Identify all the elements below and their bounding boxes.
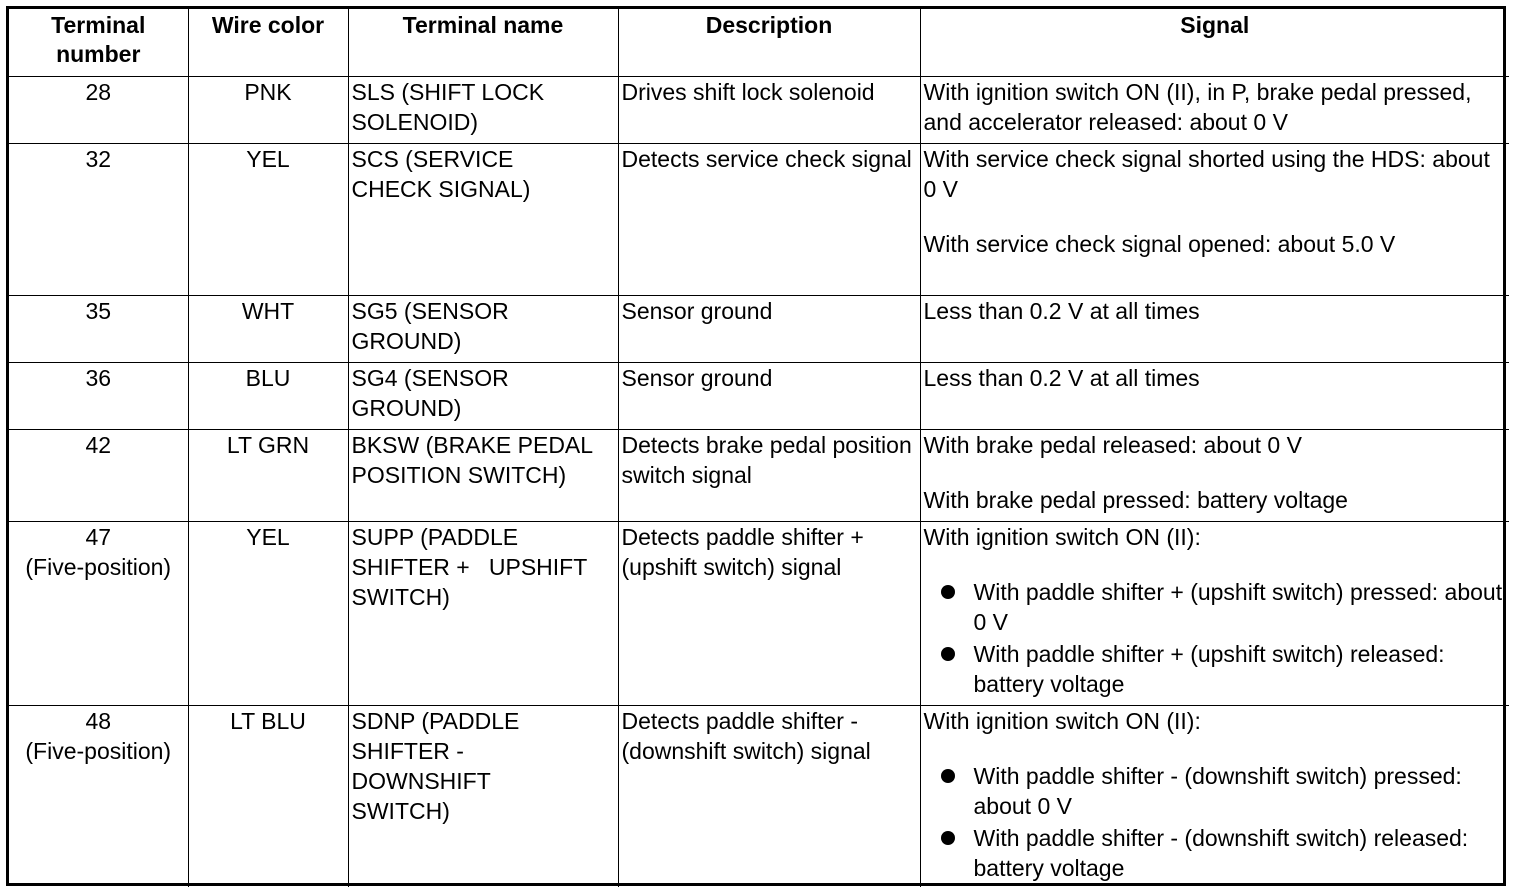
terminal-number: 32: [85, 145, 112, 172]
terminal-number: 48: [85, 707, 112, 734]
wire-color: LT BLU: [230, 707, 306, 734]
description-text: Drives shift lock solenoid: [621, 78, 875, 105]
table-row: [9, 521, 1509, 705]
terminal-name-line: DOWNSHIFT: [351, 767, 491, 794]
bullet-dot-icon: [941, 647, 955, 661]
signal-bullet-item: [924, 761, 1507, 821]
terminal-number: 36: [85, 364, 112, 391]
wire-color-cell: [188, 143, 348, 295]
signal-intro: With ignition switch ON (II):: [923, 707, 1201, 734]
description-cell: [618, 76, 920, 143]
terminal-number: 35: [85, 297, 112, 324]
header-signal: Signal: [920, 9, 1509, 76]
table-row: [9, 295, 1509, 362]
terminal-number-cell: [9, 362, 188, 429]
terminal-name-line: SHIFTER + UPSHIFT: [351, 553, 588, 580]
wire-color-cell: [188, 295, 348, 362]
header-terminal-number: Terminal number: [9, 9, 188, 76]
wire-color-cell: [188, 362, 348, 429]
description-cell: [618, 362, 920, 429]
signal-paragraph: With brake pedal released: about 0 V: [923, 431, 1302, 458]
wire-color-cell: [188, 705, 348, 887]
bullet-dot-icon: [941, 585, 955, 599]
terminal-name-line: CHECK SIGNAL): [351, 175, 531, 202]
bullet-dot-icon: [941, 831, 955, 845]
description-cell: [618, 143, 920, 295]
description-cell: [618, 705, 920, 887]
terminal-table: [9, 9, 1509, 887]
terminal-number-cell: [9, 705, 188, 887]
signal-paragraph: Less than 0.2 V at all times: [923, 364, 1200, 391]
signal-cell: [920, 429, 1509, 521]
signal-cell: [920, 705, 1509, 887]
table-row: [9, 705, 1509, 887]
terminal-number-cell: [9, 143, 188, 295]
description-text: Detects service check signal: [621, 145, 912, 172]
signal-bullet-text: With paddle shifter + (upshift switch) pressed: about 0 V: [973, 578, 1503, 635]
terminal-number-note: (Five-position): [25, 553, 172, 580]
header-row: [9, 9, 1509, 76]
header-description: Description: [618, 9, 920, 76]
terminal-name-line: GROUND): [351, 394, 462, 421]
signal-bullet-item: [924, 639, 1507, 699]
signal-paragraph: With service check signal shorted using the HDS: about 0 V: [923, 145, 1490, 202]
terminal-name-line: SLS (SHIFT LOCK: [351, 78, 545, 105]
wire-color: PNK: [244, 78, 292, 105]
bullet-dot-icon: [941, 769, 955, 783]
description-text: Sensor ground: [621, 364, 773, 391]
signal-paragraph: With brake pedal pressed: battery voltage: [923, 486, 1348, 513]
signal-cell: [920, 295, 1509, 362]
signal-cell: [920, 76, 1509, 143]
signal-paragraph: With ignition switch ON (II), in P, brake pedal pressed, and accelerator released: about 0 V: [923, 78, 1472, 135]
table-row: [9, 143, 1509, 295]
terminal-name-line: SCS (SERVICE: [351, 145, 514, 172]
wire-color-cell: [188, 76, 348, 143]
wire-color: WHT: [241, 297, 295, 324]
description-text: Detects brake pedal position switch signal: [621, 431, 912, 488]
terminal-name-line: BKSW (BRAKE PEDAL: [351, 431, 594, 458]
signal-bullet-list: [924, 761, 1507, 883]
wire-color: YEL: [246, 523, 290, 550]
signal-cell: [920, 362, 1509, 429]
terminal-name-line: POSITION SWITCH): [351, 461, 567, 488]
terminal-name-cell: [348, 521, 618, 705]
description-cell: [618, 521, 920, 705]
wire-color-cell: [188, 521, 348, 705]
terminal-name-cell: [348, 143, 618, 295]
signal-bullet-text: With paddle shifter - (downshift switch) released: battery voltage: [973, 824, 1469, 881]
terminal-number-cell: [9, 295, 188, 362]
description-cell: [618, 429, 920, 521]
terminal-number-cell: [9, 429, 188, 521]
signal-bullet-item: [924, 823, 1507, 883]
terminal-name-cell: [348, 362, 618, 429]
terminal-name-line: SG5 (SENSOR: [351, 297, 509, 324]
description-text: Detects paddle shifter - (downshift switch) signal: [621, 707, 871, 764]
table-row: [9, 76, 1509, 143]
terminal-number: 42: [85, 431, 112, 458]
terminal-name-cell: [348, 429, 618, 521]
table-row: [9, 362, 1509, 429]
terminal-name-line: SG4 (SENSOR: [351, 364, 509, 391]
signal-bullet-item: [924, 577, 1507, 637]
terminal-name-line: SWITCH): [351, 797, 450, 824]
terminal-number: 28: [85, 78, 112, 105]
terminal-number: 47: [85, 523, 112, 550]
terminal-name-line: GROUND): [351, 327, 462, 354]
terminal-name-line: SOLENOID): [351, 108, 479, 135]
description-cell: [618, 295, 920, 362]
terminal-table-frame: [6, 6, 1506, 886]
signal-cell: [920, 521, 1509, 705]
terminal-name-line: SDNP (PADDLE: [351, 707, 520, 734]
wire-color: YEL: [246, 145, 290, 172]
signal-bullet-text: With paddle shifter - (downshift switch) pressed: about 0 V: [973, 762, 1462, 819]
terminal-name-line: SHIFTER -: [351, 737, 464, 764]
terminal-number-cell: [9, 521, 188, 705]
terminal-name-cell: [348, 76, 618, 143]
wire-color: BLU: [245, 364, 291, 391]
header-terminal-name: Terminal name: [348, 9, 618, 76]
description-text: Sensor ground: [621, 297, 773, 324]
wire-color: LT GRN: [226, 431, 310, 458]
signal-intro: With ignition switch ON (II):: [923, 523, 1201, 550]
header-wire-color: Wire color: [188, 9, 348, 76]
terminal-number-note: (Five-position): [25, 737, 172, 764]
terminal-name-cell: [348, 705, 618, 887]
signal-bullet-text: With paddle shifter + (upshift switch) released: battery voltage: [973, 640, 1445, 697]
wire-color-cell: [188, 429, 348, 521]
description-text: Detects paddle shifter + (upshift switch) signal: [621, 523, 864, 580]
signal-cell: [920, 143, 1509, 295]
table-body: [9, 76, 1509, 887]
terminal-name-cell: [348, 295, 618, 362]
terminal-name-line: SWITCH): [351, 583, 450, 610]
table-row: [9, 429, 1509, 521]
terminal-name-line: SUPP (PADDLE: [351, 523, 519, 550]
terminal-number-cell: [9, 76, 188, 143]
signal-paragraph: Less than 0.2 V at all times: [923, 297, 1200, 324]
signal-paragraph: With service check signal opened: about 5.0 V: [923, 230, 1396, 257]
signal-bullet-list: [924, 577, 1507, 699]
